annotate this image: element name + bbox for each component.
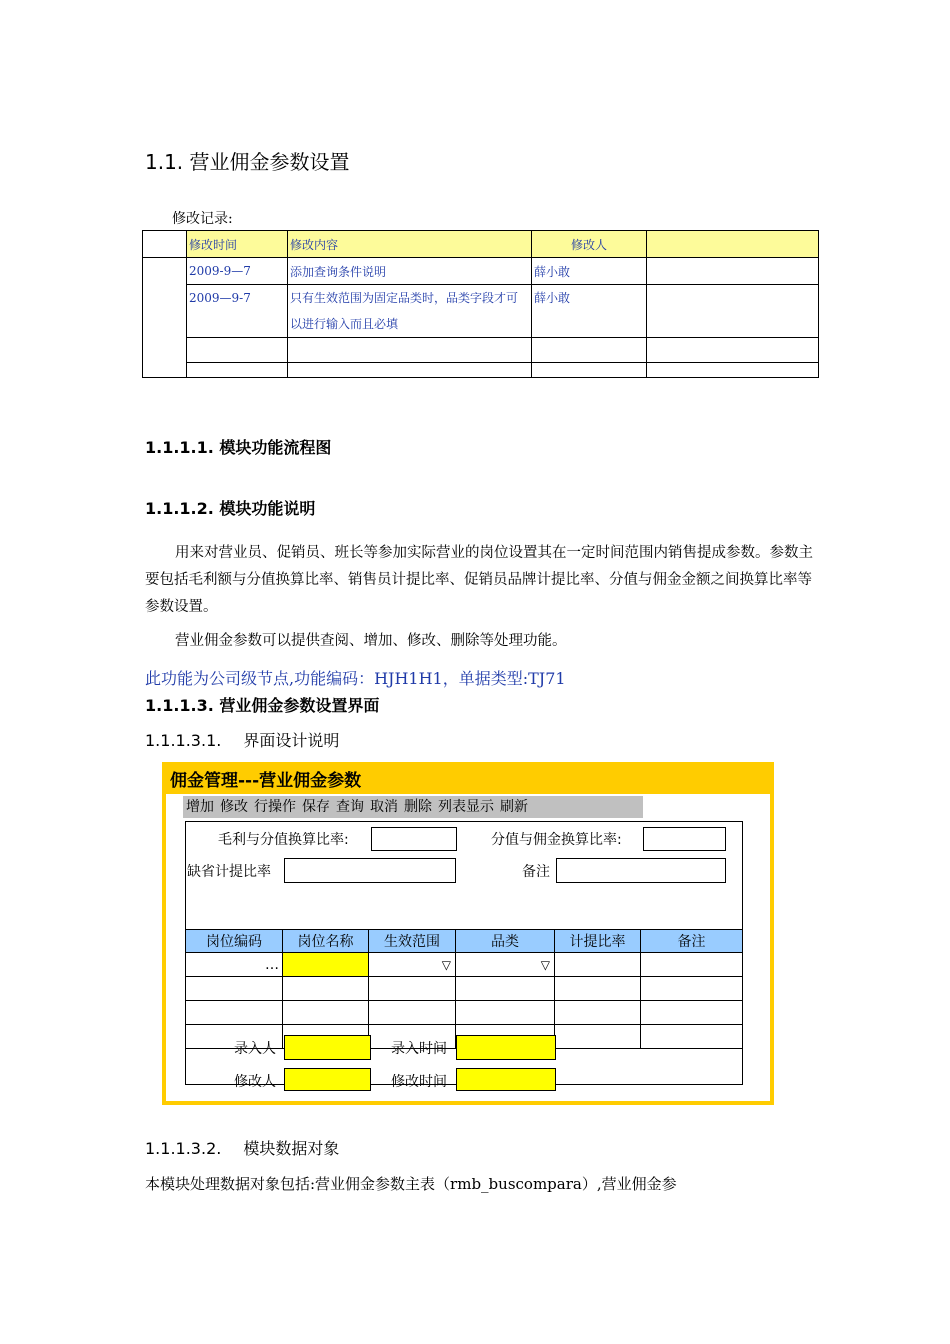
- heading-description: 1.1.1.2. 模块功能说明: [145, 499, 316, 518]
- remark-input[interactable]: [556, 858, 726, 883]
- query-button[interactable]: 查询: [336, 799, 364, 815]
- scope-dropdown-icon[interactable]: ▽: [369, 953, 456, 977]
- add-button[interactable]: 增加: [186, 799, 214, 815]
- form-toolbar: [183, 796, 643, 818]
- score-ratio-input[interactable]: [643, 827, 726, 851]
- modify-time-field: [456, 1068, 556, 1091]
- column-header-position-name[interactable]: 岗位名称: [283, 930, 369, 953]
- grid-header-row: [186, 930, 743, 953]
- heading-text: 界面设计说明: [243, 731, 340, 750]
- create-time-label: 录入时间: [391, 1041, 447, 1057]
- margin-ratio-input[interactable]: [371, 827, 457, 851]
- list-view-button[interactable]: 列表显示: [438, 799, 494, 815]
- category-dropdown-icon[interactable]: ▽: [456, 953, 555, 977]
- revision-date: 2009—9-7: [187, 285, 288, 338]
- heading-ui: 1.1.1.3. 营业佣金参数设置界面: [145, 696, 380, 715]
- table-row: [143, 363, 819, 378]
- data-objects-paragraph: 本模块处理数据对象包括:营业佣金参数主表（rmb_buscompara）,营业佣金参: [145, 1175, 677, 1193]
- position-grid: [185, 929, 743, 1049]
- heading-text: 模块数据对象: [243, 1139, 340, 1158]
- revision-header-date: 修改时间: [187, 231, 288, 258]
- revision-table: [142, 230, 819, 378]
- table-row: [143, 258, 819, 285]
- revision-blank-cell: [143, 231, 187, 258]
- default-ratio-input[interactable]: [284, 858, 456, 883]
- lookup-ellipsis-button[interactable]: …: [186, 953, 283, 977]
- score-ratio-label: 分值与佣金换算比率:: [491, 832, 622, 848]
- revision-author: 薛小敢: [532, 285, 647, 338]
- heading-data-objects: [145, 1136, 339, 1159]
- margin-ratio-label: 毛利与分值换算比率:: [218, 832, 349, 848]
- edit-button[interactable]: 修改: [220, 799, 248, 815]
- table-row: [143, 338, 819, 363]
- cancel-button[interactable]: 取消: [370, 799, 398, 815]
- save-button[interactable]: 保存: [302, 799, 330, 815]
- position-name-cell[interactable]: [283, 953, 369, 977]
- table-row: [143, 285, 819, 338]
- revision-header-author: 修改人: [532, 231, 647, 258]
- revision-header-row: [143, 231, 819, 258]
- description-paragraph: 用来对营业员、促销员、班长等参加实际营业的岗位设置其在一定时间范围内销售提成参数。参数主要包括毛利额与分值换算比率、销售员计提比率、促销员品牌计提比率、分值与佣金金额之间换算比率等参数设置。: [145, 545, 813, 615]
- revision-content: 只有生效范围为固定品类时，品类字段才可以进行输入而且必填: [288, 285, 532, 338]
- default-ratio-label: 缺省计提比率: [187, 864, 271, 880]
- modifier-field: [284, 1068, 371, 1091]
- creator-field: [284, 1035, 371, 1060]
- commission-form-mockup: [162, 762, 774, 1105]
- revision-date: 2009-9—7: [187, 258, 288, 285]
- row-operation-button[interactable]: 行操作: [254, 799, 296, 815]
- revision-content: 添加查询条件说明: [288, 258, 532, 285]
- form-body: [166, 794, 770, 1101]
- section-title: 1.1. 营业佣金参数设置: [145, 150, 350, 174]
- form-title: 佣金管理---营业佣金参数: [170, 771, 362, 791]
- modify-time-label: 修改时间: [391, 1074, 447, 1090]
- modifier-label: 修改人: [234, 1074, 276, 1090]
- create-time-field: [456, 1035, 556, 1060]
- column-header-position-code[interactable]: 岗位编码: [186, 930, 283, 953]
- delete-button[interactable]: 删除: [404, 799, 432, 815]
- heading-flow: 1.1.1.1. 模块功能流程图: [145, 438, 332, 457]
- heading-ui-design: [145, 728, 339, 751]
- column-header-remark[interactable]: 备注: [641, 930, 743, 953]
- revision-label: 修改记录:: [172, 211, 233, 227]
- column-header-ratio[interactable]: 计提比率: [555, 930, 641, 953]
- remark-label: 备注: [522, 864, 550, 880]
- revision-author: 薛小敢: [532, 258, 647, 285]
- table-row: [186, 1001, 743, 1025]
- table-row: [186, 977, 743, 1001]
- revision-header-extra: [647, 231, 819, 258]
- function-code-note: 此功能为公司级节点,功能编码：HJH1H1，单据类型:TJ71: [145, 669, 566, 688]
- column-header-scope[interactable]: 生效范围: [369, 930, 456, 953]
- heading-number: 1.1.1.3.1.: [145, 731, 222, 750]
- function-paragraph: 营业佣金参数可以提供查阅、增加、修改、删除等处理功能。: [175, 633, 567, 649]
- revision-header-content: 修改内容: [288, 231, 532, 258]
- column-header-category[interactable]: 品类: [456, 930, 555, 953]
- creator-label: 录入人: [234, 1041, 276, 1057]
- revision-merged-cell: [143, 258, 187, 378]
- refresh-button[interactable]: 刷新: [500, 799, 528, 815]
- heading-number: 1.1.1.3.2.: [145, 1139, 222, 1158]
- table-row: [186, 953, 743, 977]
